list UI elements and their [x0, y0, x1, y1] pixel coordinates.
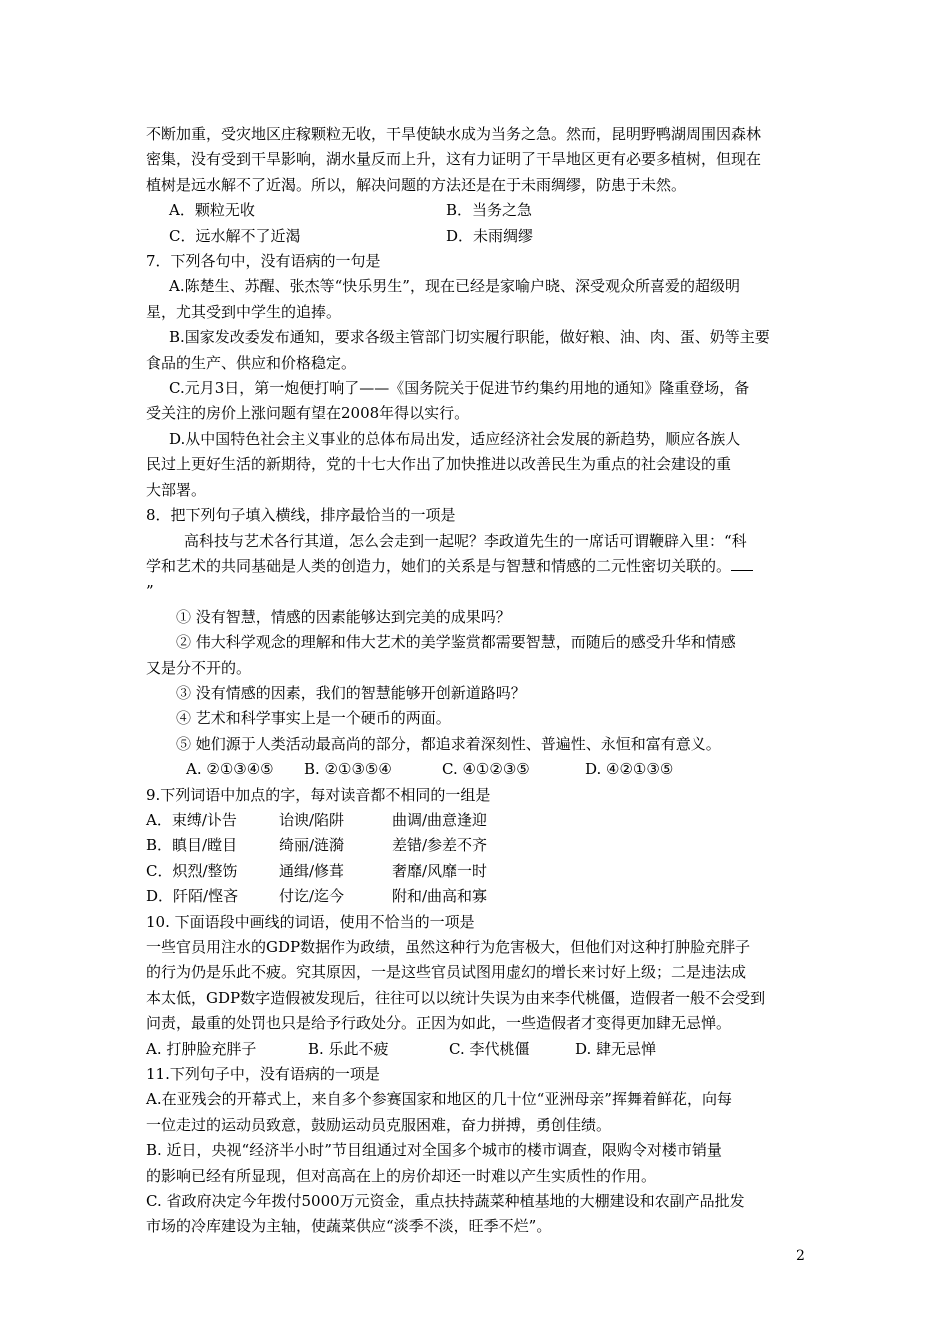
q10-passage: 本太低，GDP数字造假被发现后，往往可以以统计失误为由来李代桃僵，造假者一般不会受到 [146, 988, 766, 1007]
q8-sentence-4: ④ 艺术和科学事实上是一个硬币的两面。 [176, 709, 451, 728]
q9-cell: B．瞋目/瞠目 [146, 836, 238, 855]
q7-option-b-cont: 食品的生产、供应和价格稳定。 [146, 353, 357, 372]
intro-line: 植树是远水解不了近渴。所以，解决问题的方法还是在于未雨绸缪，防患于未然。 [146, 175, 687, 194]
question-11-title: 11.下列句子中，没有语病的一项是 [146, 1065, 380, 1084]
q8-option-a: A. ②①③④⑤ [186, 760, 274, 779]
q9-cell: 附和/曲高和寡 [392, 887, 488, 906]
q9-cell: 曲调/曲意逢迎 [392, 810, 488, 829]
q10-passage: 问责，最重的处罚也只是给予行政处分。正因为如此，一些造假者才变得更加肆无忌惮。 [146, 1014, 732, 1033]
intro-line: 不断加重，受灾地区庄稼颗粒无收，干旱使缺水成为当务之急。然而，昆明野鸭湖周围因森林 [146, 125, 762, 143]
intro-options-row [146, 224, 810, 249]
question-9-title: 9.下列词语中加点的字，每对读音都不相同的一组是 [146, 785, 491, 804]
q8-sentence-2: ② 伟大科学观念的理解和伟大艺术的美学鉴赏都需要智慧，而随后的感受升华和情感 [176, 633, 736, 652]
q7-option-d-cont: 民过上更好生活的新期待，党的十七大作出了加快推进以改善民生为重点的社会建设的重 [146, 455, 732, 474]
q10-options-row [146, 1037, 810, 1062]
q8-options-row [146, 757, 810, 782]
q9-row [146, 859, 810, 884]
q9-cell: 绮丽/涟漪 [279, 836, 345, 855]
page-number: 2 [796, 1248, 805, 1264]
q9-cell: 付讫/迄今 [279, 887, 345, 906]
option-c: C．远水解不了近渴 [169, 226, 301, 245]
q11-option-b: B. 近日，央视“经济半小时”节目组通过对全国多个城市的楼市调查，限购令对楼市销量 [146, 1141, 722, 1160]
q7-option-d-cont: 大部署。 [146, 480, 207, 499]
q10-option-d: D. 肆无忌惮 [575, 1039, 657, 1058]
q10-option-a: A. 打肿脸充胖子 [146, 1039, 257, 1058]
q9-cell: C．炽烈/整饬 [146, 861, 238, 880]
q9-row [146, 833, 810, 858]
q8-sentence-5: ⑤ 她们源于人类活动最高尚的部分，都追求着深刻性、普遍性、永恒和富有意义。 [176, 734, 721, 753]
q8-option-d: D. ④②①③⑤ [585, 760, 674, 779]
option-b: B．当务之急 [446, 201, 533, 220]
q8-option-b: B. ②①③⑤④ [304, 760, 392, 779]
q7-option-b: B.国家发改委发布通知，要求各级主管部门切实履行职能，做好粮、油、肉、蛋、奶等主要 [169, 328, 770, 347]
q9-cell: 奢靡/风靡一时 [392, 861, 488, 880]
q9-row [146, 808, 810, 833]
q9-cell: 差错/参差不齐 [392, 836, 488, 855]
q10-option-b: B. 乐此不疲 [308, 1039, 389, 1058]
q11-option-c: C. 省政府决定今年拨付5000万元资金，重点扶持蔬菜种植基地的大棚建设和农副产品批发 [146, 1192, 745, 1211]
answer-blank [731, 556, 753, 571]
q7-option-c-cont: 受关注的房价上涨问题有望在2008年得以实行。 [146, 404, 470, 423]
q8-passage-close-quote: ” [146, 582, 154, 601]
q10-passage: 一些官员用注水的GDP数据作为政绩，虽然这种行为危害极大，但他们对这种打肿脸充胖子 [146, 938, 751, 956]
q11-option-c-cont: 市场的冷库建设为主轴，使蔬菜供应“淡季不淡，旺季不烂”。 [146, 1217, 552, 1236]
question-8-title: 8．把下列句子填入横线，排序最恰当的一项是 [146, 506, 456, 525]
intro-options-row [146, 198, 810, 223]
q9-row [146, 884, 810, 909]
page-body [146, 122, 810, 1240]
q11-option-a: A.在亚残会的开幕式上，来自多个参赛国家和地区的几十位“亚洲母亲”挥舞着鲜花，向每 [146, 1090, 732, 1109]
q11-option-b-cont: 的影响已经有所显现，但对高高在上的房价却还一时难以产生实质性的作用。 [146, 1166, 657, 1185]
q8-passage: 高科技与艺术各行其道，怎么会走到一起呢？李政道先生的一席话可谓鞭辟入里：“科 [184, 531, 747, 550]
q9-cell: 通缉/修葺 [279, 861, 345, 880]
q8-option-c: C. ④①②③⑤ [442, 760, 530, 779]
q8-passage [146, 554, 810, 579]
q8-sentence-1: ① 没有智慧，情感的因素能够达到完美的成果吗？ [176, 607, 511, 626]
question-10-title: 10. 下面语段中画线的词语，使用不恰当的一项是 [146, 912, 475, 931]
q8-sentence-3: ③ 没有情感的因素，我们的智慧能够开创新道路吗？ [176, 683, 526, 702]
q9-cell: 诒谀/陷阱 [279, 810, 345, 829]
q8-passage-text: 学和艺术的共同基础是人类的创造力，她们的关系是与智慧和情感的二元性密切关联的。 [146, 556, 732, 575]
q9-cell: D．阡陌/悭吝 [146, 887, 239, 906]
q7-option-d: D.从中国特色社会主义事业的总体布局出发，适应经济社会发展的新趋势，顺应各族人 [169, 429, 741, 448]
q7-option-a-cont: 星，尤其受到中学生的追捧。 [146, 302, 342, 321]
q10-option-c: C. 李代桃僵 [449, 1039, 530, 1058]
option-a: A．颗粒无收 [169, 201, 255, 220]
q8-sentence-2-cont: 又是分不开的。 [146, 658, 252, 677]
q9-cell: A．束缚/讣告 [146, 810, 237, 829]
intro-line: 密集，没有受到干旱影响，湖水量反而上升，这有力证明了干旱地区更有必要多植树，但现在 [146, 150, 762, 169]
q7-option-c: C.元月3日，第一炮便打响了——《国务院关于促进节约集约用地的通知》隆重登场，备 [169, 379, 750, 398]
q7-option-a: A.陈楚生、苏醒、张杰等“快乐男生”，现在已经是家喻户晓、深受观众所喜爱的超级明 [169, 277, 740, 296]
q10-passage: 的行为仍是乐此不疲。究其原因，一是这些官员试图用虚幻的增长来讨好上级；二是违法成 [146, 963, 747, 982]
question-7-title: 7．下列各句中，没有语病的一句是 [146, 252, 381, 271]
q11-option-a-cont: 一位走过的运动员致意，鼓励运动员克服困难，奋力拼搏，勇创佳绩。 [146, 1115, 612, 1134]
option-d: D．未雨绸缪 [446, 226, 534, 245]
